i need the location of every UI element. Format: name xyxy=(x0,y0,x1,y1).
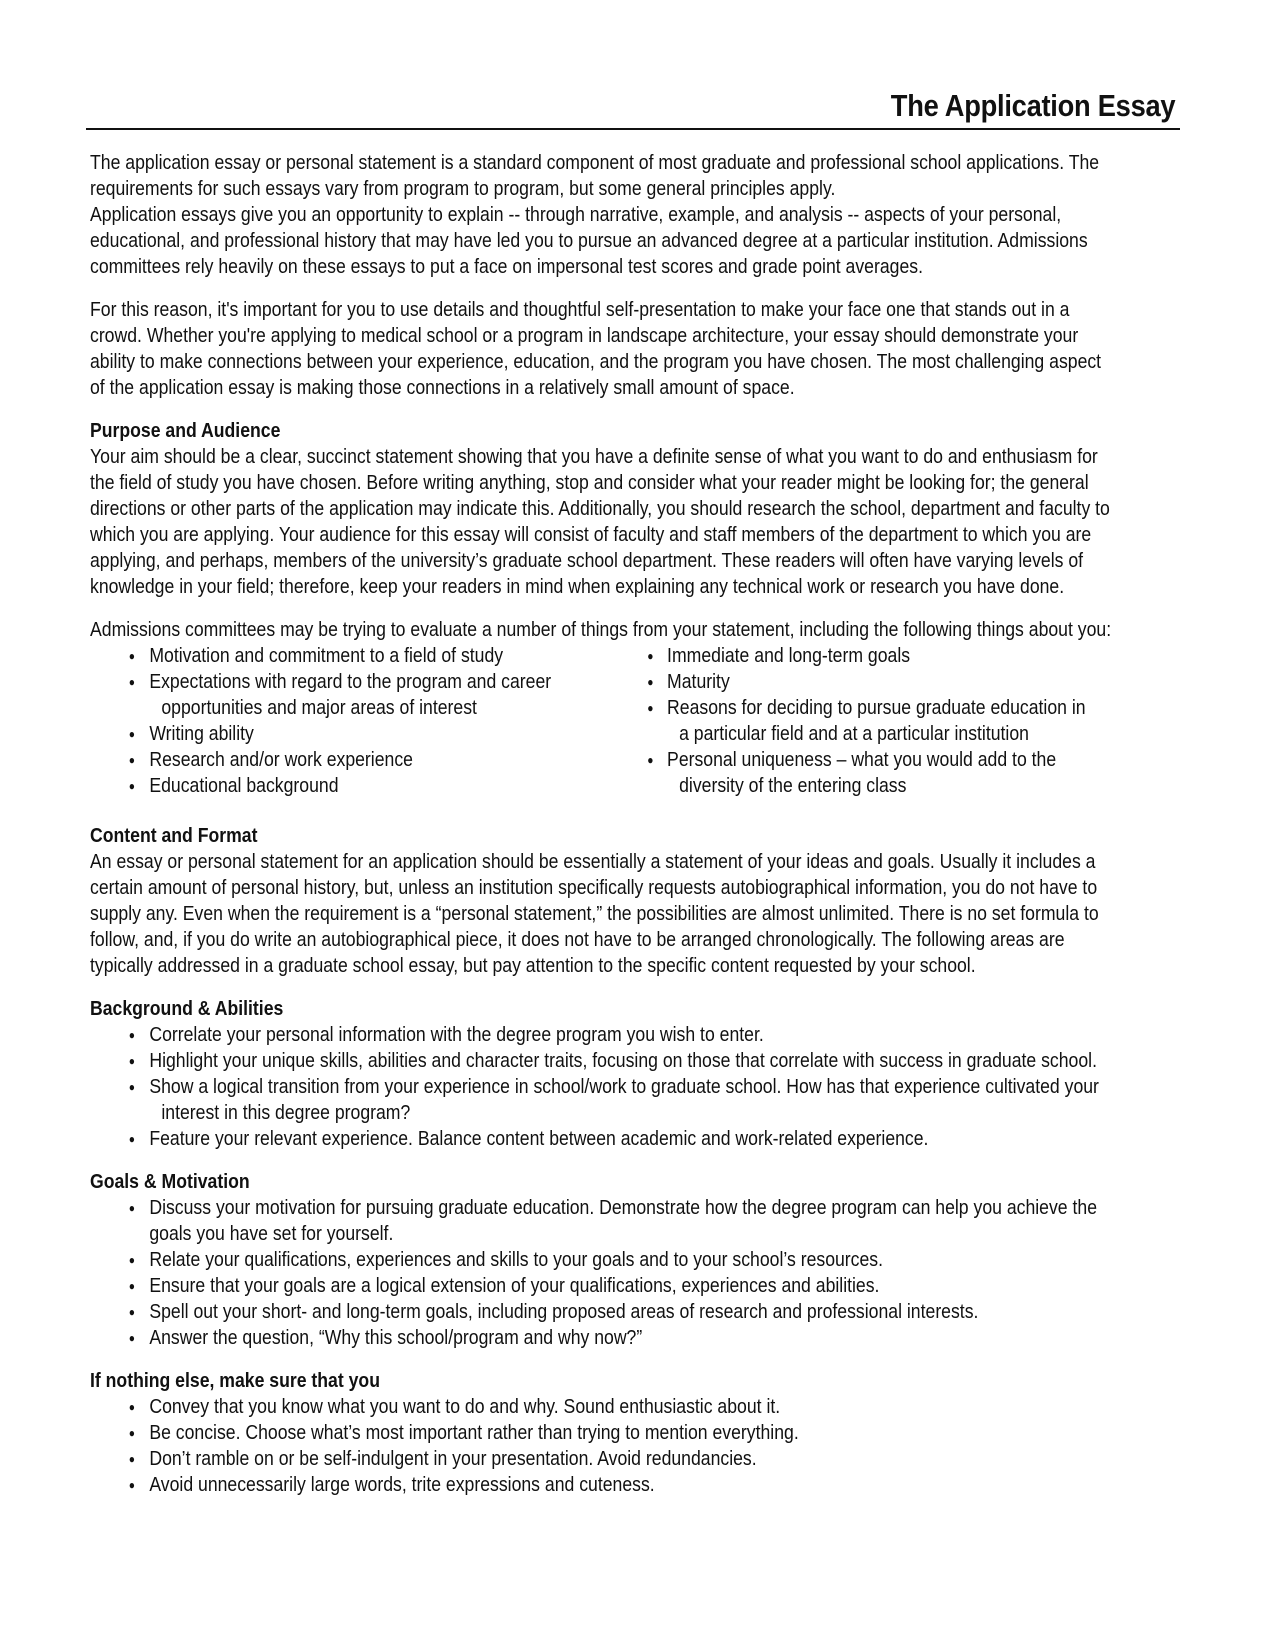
intro-paragraph-1 xyxy=(90,150,1180,280)
text-line: typically addressed in a graduate school essay, but pay attention to the specific content requested by your school. xyxy=(90,954,976,977)
content-paragraph xyxy=(90,849,1180,979)
text-line: directions or other parts of the application may indicate this. Additionally, you should research the school, department and faculty to xyxy=(90,497,1110,520)
list-item: ● Highlight your unique skills, abilities and character traits, focusing on those that correlate with success in graduate school. xyxy=(90,1048,1180,1074)
text-line: certain amount of personal history, but, unless an institution specifically requests autobiographical information, you do not have to xyxy=(90,876,1098,899)
text-line: ability to make connections between your experience, education, and the program you have chosen. The most challenging aspect xyxy=(90,350,1102,373)
text-line: of the application essay is making those connections in a relatively small amount of space. xyxy=(90,376,795,399)
list-item: ● Feature your relevant experience. Balance content between academic and work-related experience. xyxy=(90,1126,1180,1152)
evaluation-intro: Admissions committees may be trying to evaluate a number of things from your statement, including the following things about you: xyxy=(90,618,1112,641)
list-item: ● Show a logical transition from your experience in school/work to graduate school. How has that experience cultivated your interest in this degree program? xyxy=(90,1074,1180,1126)
text-line: follow, and, if you do write an autobiographical piece, it does not have to be arranged chronologically. The following areas are xyxy=(90,928,1065,951)
page-title: The Application Essay xyxy=(890,88,1175,123)
list-item: ● Immediate and long-term goals xyxy=(646,643,1171,669)
list-item: ● Discuss your motivation for pursuing graduate education. Demonstrate how the degree program can help you achieve the goals you have set for yourself. xyxy=(90,1195,1180,1247)
section-heading-goals: Goals & Motivation xyxy=(90,1170,250,1193)
list-item: ● Personal uniqueness – what you would add to the diversity of the entering class xyxy=(646,747,1171,799)
purpose-paragraph xyxy=(90,444,1180,600)
text-line: Your aim should be a clear, succinct statement showing that you have a definite sense of what you want to do and enthusiasm for xyxy=(90,445,1098,468)
criteria-column-right xyxy=(646,643,1171,799)
list-item: ● Be concise. Choose what’s most important rather than trying to mention everything. xyxy=(90,1420,1180,1446)
list-item: ● Reasons for deciding to pursue graduate education in a particular field and at a particular institution xyxy=(646,695,1171,747)
section-heading-content: Content and Format xyxy=(90,824,258,847)
list-item: ● Answer the question, “Why this school/program and why now?” xyxy=(90,1325,1180,1351)
text-line: the field of study you have chosen. Before writing anything, stop and consider what your reader might be looking for; the general xyxy=(90,471,1089,494)
criteria-column-left xyxy=(90,643,646,799)
list-item: ● Motivation and commitment to a field of study xyxy=(90,643,646,669)
nothing-else-list xyxy=(90,1394,1180,1498)
list-item: ● Ensure that your goals are a logical extension of your qualifications, experiences and abilities. xyxy=(90,1273,1180,1299)
text-line: which you are applying. Your audience for this essay will consist of faculty and staff members of the department to which you are xyxy=(90,523,1092,546)
text-line: Application essays give you an opportunity to explain -- through narrative, example, and analysis -- aspects of your personal, xyxy=(90,203,1062,226)
text-line: crowd. Whether you're applying to medical school or a program in landscape architecture, your essay should demonstrate your xyxy=(90,324,1079,347)
list-item: ● Don’t ramble on or be self-indulgent in your presentation. Avoid redundancies. xyxy=(90,1446,1180,1472)
list-item: ● Relate your qualifications, experiences and skills to your goals and to your school’s resources. xyxy=(90,1247,1180,1273)
text-line: requirements for such essays vary from program to program, but some general principles apply. xyxy=(90,177,836,200)
list-item: ● Educational background xyxy=(90,773,646,799)
text-line: knowledge in your field; therefore, keep your readers in mind when explaining any technical work or research you have done. xyxy=(90,575,1065,598)
text-line: An essay or personal statement for an application should be essentially a statement of your ideas and goals. Usually it includes a xyxy=(90,850,1096,873)
document-body xyxy=(90,150,1180,1498)
section-heading-purpose: Purpose and Audience xyxy=(90,419,281,442)
evaluation-criteria-list xyxy=(90,643,1180,799)
list-item: ● Expectations with regard to the program and career opportunities and major areas of interest xyxy=(90,669,646,721)
list-item: ● Writing ability xyxy=(90,721,646,747)
text-line: For this reason, it's important for you to use details and thoughtful self-presentation to make your face one that stands out in a xyxy=(90,298,1070,321)
list-item: ● Convey that you know what you want to do and why. Sound enthusiastic about it. xyxy=(90,1394,1180,1420)
intro-paragraph-2 xyxy=(90,297,1180,401)
title-rule xyxy=(86,128,1180,130)
list-item: ● Research and/or work experience xyxy=(90,747,646,773)
background-list xyxy=(90,1022,1180,1152)
list-item: ● Avoid unnecessarily large words, trite expressions and cuteness. xyxy=(90,1472,1180,1498)
text-line: educational, and professional history that may have led you to pursue an advanced degree at a particular institution. Admissions xyxy=(90,229,1088,252)
section-heading-background: Background & Abilities xyxy=(90,997,284,1020)
section-heading-nothing-else: If nothing else, make sure that you xyxy=(90,1369,380,1392)
text-line: committees rely heavily on these essays to put a face on impersonal test scores and grade point averages. xyxy=(90,255,923,278)
list-item: ● Maturity xyxy=(646,669,1171,695)
text-column xyxy=(90,150,1180,1498)
text-line: supply any. Even when the requirement is a “personal statement,” the possibilities are almost unlimited. There is no set formula to xyxy=(90,902,1099,925)
list-item: ● Correlate your personal information with the degree program you wish to enter. xyxy=(90,1022,1180,1048)
goals-list xyxy=(90,1195,1180,1351)
text-line: The application essay or personal statement is a standard component of most graduate and professional school applications. The xyxy=(90,151,1100,174)
list-item: ● Spell out your short- and long-term goals, including proposed areas of research and professional interests. xyxy=(90,1299,1180,1325)
text-line: applying, and perhaps, members of the university’s graduate school department. These readers will often have varying levels of xyxy=(90,549,1084,572)
